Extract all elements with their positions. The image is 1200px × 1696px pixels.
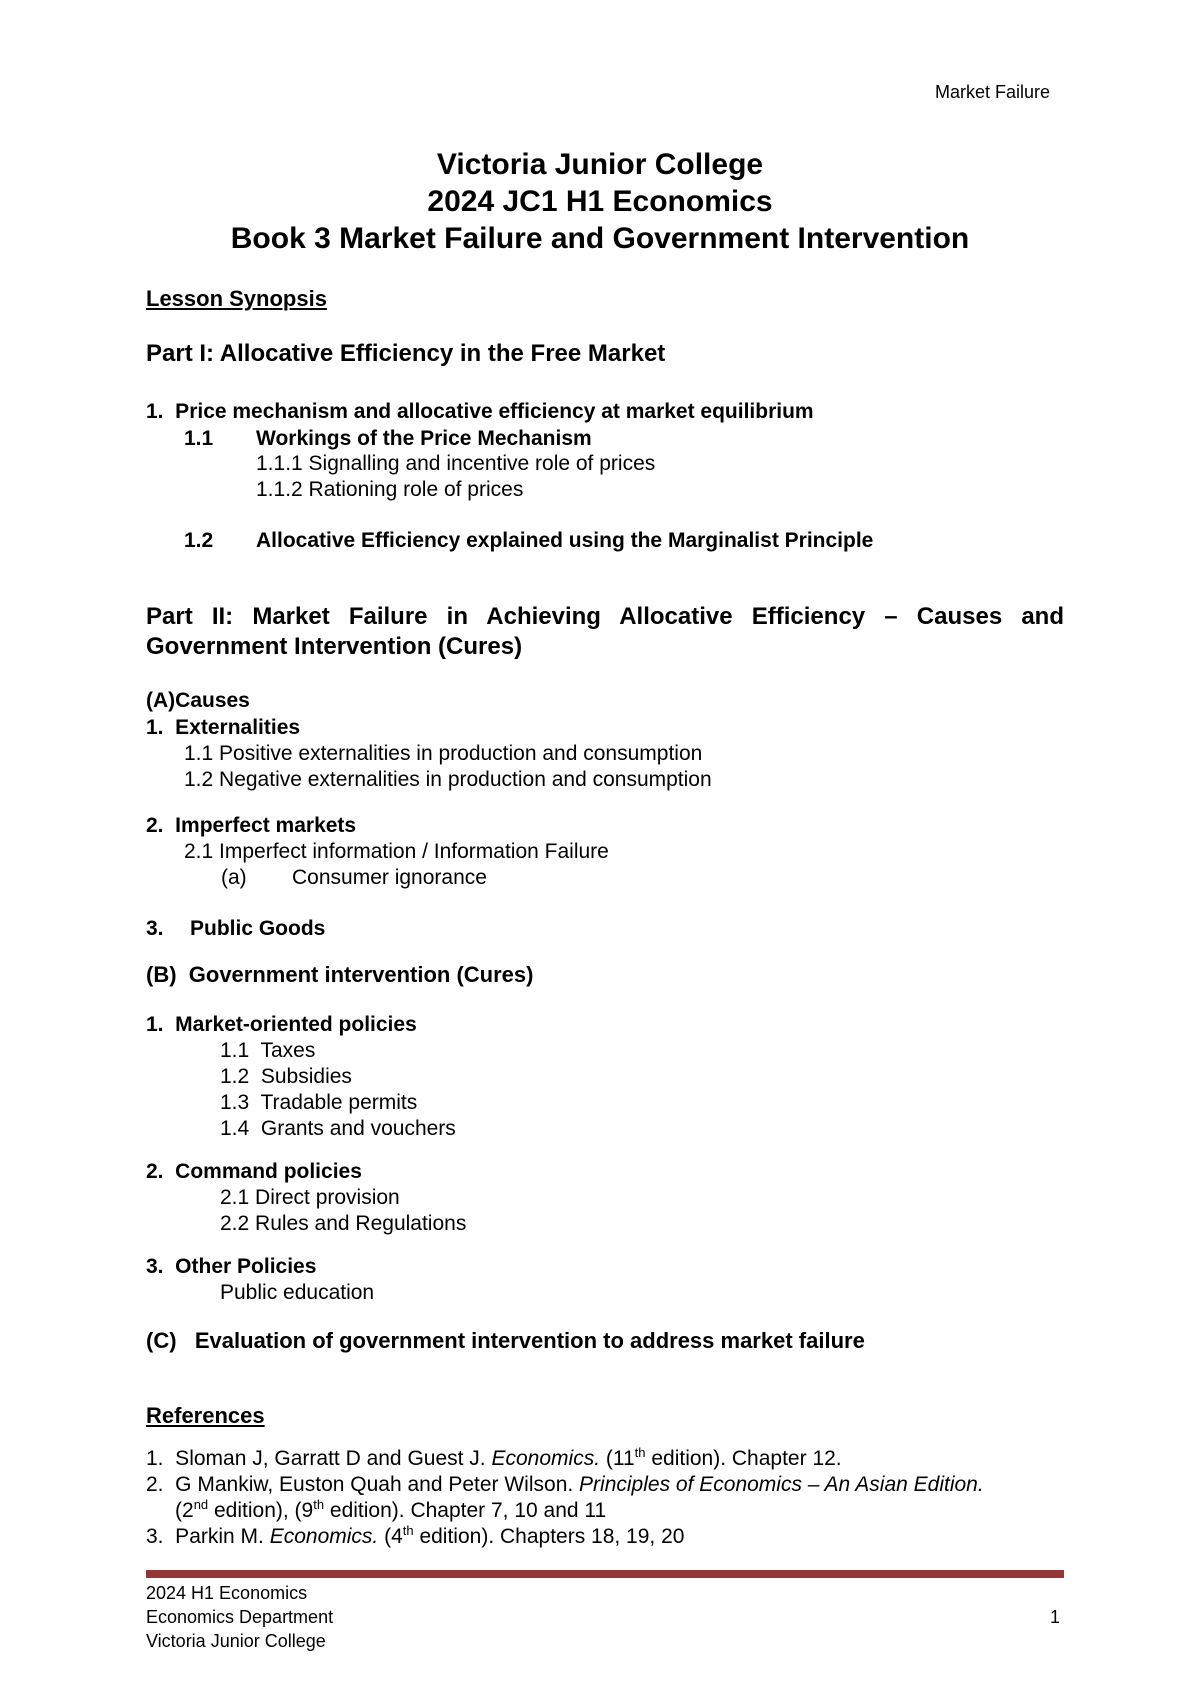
footer-line-2: Economics Department [146, 1607, 334, 1627]
causes-item-3-num: 3. [146, 917, 164, 940]
causes-item-3: Public Goods [190, 917, 326, 940]
part2-heading-line-1: Part II: Market Failure in Achieving Allocative Efficiency – Causes and [146, 603, 1064, 630]
reference-1-authors: 1. Sloman J, Garratt D and Guest J. [146, 1447, 492, 1470]
reference-3-authors: 3. Parkin M. [146, 1525, 270, 1548]
reference-1-edition-word: edition [645, 1447, 714, 1470]
causes-item-2-1: 2.1 Imperfect information / Information Failure [184, 840, 609, 863]
cures-item-1-1: 1.1 Taxes [220, 1039, 316, 1062]
title-line-3: Book 3 Market Failure and Government Intervention [230, 222, 970, 255]
reference-2-edition-a-suffix: nd [193, 1497, 209, 1512]
part1-item-1-1-2: 1.1.2 Rationing role of prices [256, 478, 524, 501]
cures-item-2-1: 2.1 Direct provision [220, 1186, 400, 1209]
reference-1-chapters: ). Chapter 12. [713, 1447, 842, 1470]
cures-item-3-1: Public education [220, 1281, 375, 1304]
part1-item-1-2: Allocative Efficiency explained using the Marginalist Principle [256, 529, 874, 552]
evaluation-heading: (C) Evaluation of government intervention to address market failure [146, 1328, 865, 1353]
cures-item-2: 2. Command policies [146, 1160, 362, 1183]
footer-rule [146, 1570, 1064, 1578]
cures-item-1-4: 1.4 Grants and vouchers [220, 1117, 456, 1140]
causes-item-2: 2. Imperfect markets [146, 814, 357, 837]
reference-1-title: Economics. [491, 1447, 601, 1470]
part1-item-1: 1. Price mechanism and allocative efficiency at market equilibrium [146, 400, 814, 423]
reference-3-edition-suffix: th [402, 1523, 414, 1538]
causes-heading: (A)Causes [146, 689, 250, 712]
part1-item-1-2-num: 1.2 [184, 529, 214, 552]
footer-line-3: Victoria Junior College [146, 1631, 326, 1651]
reference-2-edition-a: (2 [175, 1499, 194, 1522]
causes-item-1-2: 1.2 Negative externalities in production and consumption [184, 768, 712, 791]
synopsis-heading: Lesson Synopsis [146, 286, 327, 311]
causes-item-2-1-a-label: (a) [221, 866, 247, 889]
running-header: Market Failure [935, 82, 1051, 102]
causes-item-2-1-a: Consumer ignorance [292, 866, 487, 889]
reference-2-edition-b-suffix: th [313, 1497, 325, 1512]
part1-item-1-1-1: 1.1.1 Signalling and incentive role of prices [256, 452, 656, 475]
reference-2 [146, 1473, 984, 1497]
part1-item-1-1-num: 1.1 [184, 427, 214, 450]
reference-1 [146, 1447, 842, 1471]
cures-item-3: 3. Other Policies [146, 1255, 317, 1278]
part1-item-1-1: Workings of the Price Mechanism [256, 427, 592, 450]
reference-2-chapters: edition). Chapter 7, 10 and 11 [324, 1499, 607, 1522]
references-heading: References [146, 1403, 265, 1428]
reference-2-line-2 [175, 1499, 606, 1523]
reference-1-edition: (11 [600, 1447, 635, 1470]
part2-heading-line-2: Government Intervention (Cures) [146, 633, 523, 660]
cures-item-1-3: 1.3 Tradable permits [220, 1091, 418, 1114]
cures-item-1: 1. Market-oriented policies [146, 1013, 417, 1036]
part1-heading: Part I: Allocative Efficiency in the Free Market [146, 340, 666, 367]
reference-3-edition: (4 [378, 1525, 403, 1548]
reference-1-edition-suffix: th [634, 1445, 646, 1460]
page-number: 1 [1050, 1607, 1061, 1627]
reference-3 [146, 1525, 684, 1549]
title-line-2: 2024 JC1 H1 Economics [427, 185, 773, 218]
reference-2-title: Principles of Economics – An Asian Edition. [579, 1473, 984, 1496]
footer-line-1: 2024 H1 Economics [146, 1583, 308, 1603]
reference-3-title: Economics. [269, 1525, 379, 1548]
reference-3-chapters: edition). Chapters 18, 19, 20 [413, 1525, 685, 1548]
cures-item-2-2: 2.2 Rules and Regulations [220, 1212, 467, 1235]
reference-2-edition-b: edition), (9 [208, 1499, 314, 1522]
causes-item-1-1: 1.1 Positive externalities in production and consumption [184, 742, 703, 765]
cures-item-1-2: 1.2 Subsidies [220, 1065, 352, 1088]
causes-item-1: 1. Externalities [146, 716, 301, 739]
reference-2-authors: 2. G Mankiw, Euston Quah and Peter Wilson. [146, 1473, 580, 1496]
title-line-1: Victoria Junior College [436, 148, 764, 181]
cures-heading: (B) Government intervention (Cures) [146, 962, 534, 987]
